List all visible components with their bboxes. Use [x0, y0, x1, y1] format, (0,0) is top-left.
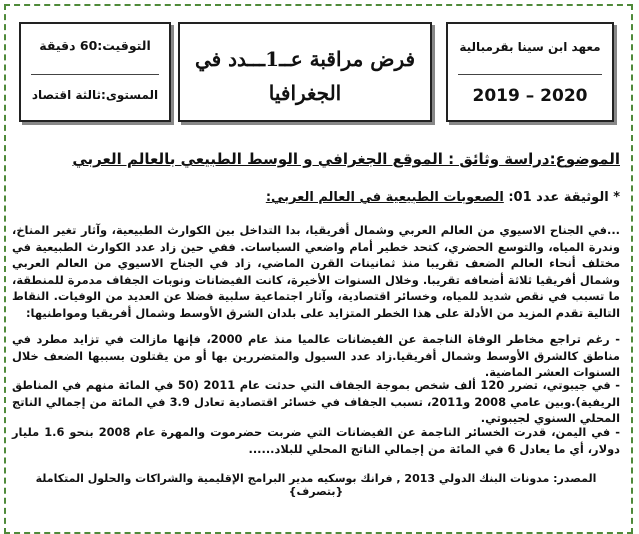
- school-name: معهد ابن سينا بقرمبالية: [459, 40, 601, 54]
- exam-title: فرض مراقبة عــ1ـــدد في الجغرافيا: [194, 47, 416, 105]
- document-source: المصدر: مدونات البنك الدولي 2013 , فرانك بوسكيه مدير البرامج الإقليمية والشراكات والحلول المتكاملة {بتصرف}: [35, 472, 597, 498]
- document-paragraph-djibouti: - في جيبوتي، تضرر 120 ألف شخص بموجة الجفاف التي حدثت عام 2011 (50 في المائة منهم في المناطق الريفية).وبين عامي 2008 و2011، تسبب الجفاف في خسائر اقتصادية تعادل 3.9 في المائة من إجمالي الناتج المحلي السنوي لجيبوتي.: [12, 378, 621, 425]
- document-paragraph-floods: - رغم تراجع مخاطر الوفاة الناجمة عن الفيضانات عالميا منذ عام 2000، فإنها مازالت في تزايد مطرد في مناطق كالشرق الأوسط وشمال أفريقيا.زاد عدد السيول والمتضررين بها أو من يقتلون بسببها الضعف خلال السنوات العشر الماضية.: [12, 332, 620, 379]
- exam-meta-box: [19, 22, 171, 122]
- divider: [31, 74, 159, 75]
- document-label: * الوثيقة عدد 01:: [508, 190, 620, 205]
- document-subtitle: الصعوبات الطبيعية في العالم العربي:: [265, 190, 504, 205]
- exam-duration: التوقيت:60 دقيقة: [39, 38, 151, 53]
- exam-title-box: [178, 22, 432, 122]
- class-level: المستوى:ثالثة اقتصاد: [31, 88, 159, 102]
- document-paragraph-yemen: - في اليمن، قدرت الخسائر الناجمة عن الفيضانات التي ضربت حضرموت والمهرة عام 2008 بنحو 1.6 مليار دولار، أي ما يعادل 6 في المائة من إجمالي الناتج المحلي للبلاد......: [12, 425, 620, 456]
- school-year: 2020 – 2019: [472, 86, 588, 106]
- divider: [458, 74, 602, 75]
- document-paragraph-intro: ...في الجناح الاسيوي من العالم العربي وشمال أفريقيا، بدا التداخل بين الكوارث الطبيعية، وآثار تغير المناخ، وندرة المياه، والتوسع الحضري، كتحد خطير أمام واضعي السياسات. ففي حين زاد عدد الكوارث الطبيعية في مختلف أنحاء العالم الضعف تقريبا منذ ثمانينات القرن الماضي، زاد في الجناح الاسيوي من العالم العربي وشمال أفريقيا ثلاثة أضعافه تقريبا. وخلال السنوات الأخيرة، كانت الفيضانات ونوبات الجفاف مدمرة للمنطقة، ما تسبب في نقص شديد للمياه، وخسائر اقتصادية، وآثار اجتماعية سلبية فضلا عن العديد من الوفيات. النقاط التالية تقدم المزيد من الأدلة على هذا الخطر المتزايد على بلدان الشرق الأوسط وشمال أفريقيا ومواطنيها:: [12, 223, 620, 320]
- exam-topic: الموضوع:دراسة وثائق : الموقع الجغرافي و الوسط الطبيعي بالعالم العربي: [72, 150, 620, 168]
- document-heading: [12, 190, 620, 205]
- school-info-box: [446, 22, 614, 122]
